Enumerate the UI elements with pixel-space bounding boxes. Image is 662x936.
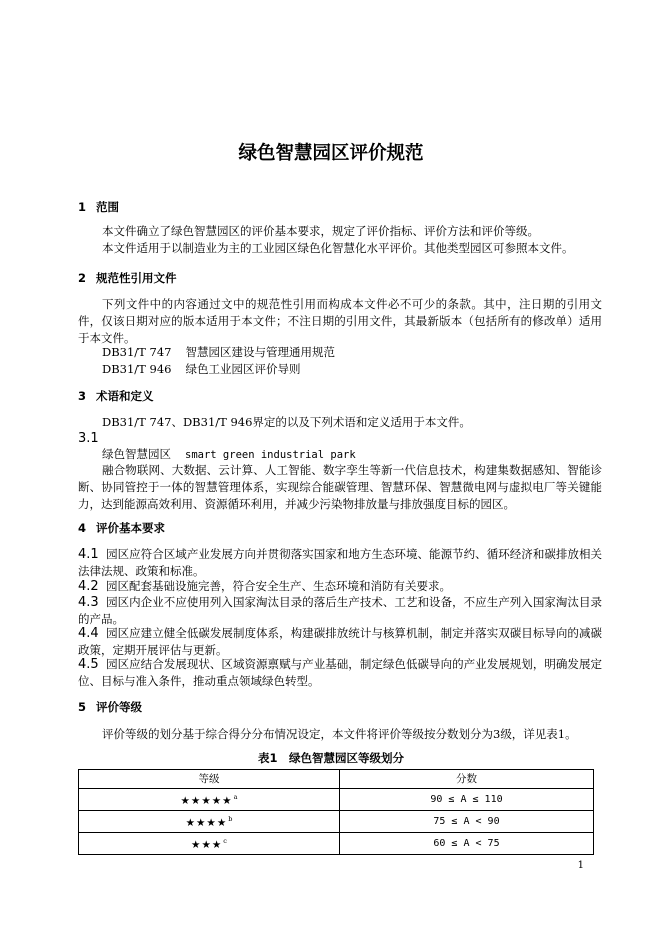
scope-paragraph-2: 本文件适用于以制造业为主的工业园区绿色化智慧化水平评价。其他类型园区可参照本文件。 xyxy=(102,241,574,255)
section-number: 3 xyxy=(78,389,87,403)
table-caption: 表1 绿色智慧园区等级划分 xyxy=(257,751,404,765)
table-note-mark: c xyxy=(223,837,227,845)
section-number: 4 xyxy=(78,521,87,535)
score-cell: 60 ≤ A < 75 xyxy=(340,833,594,855)
table-header-cell: 等级 xyxy=(79,770,340,789)
section-heading-requirements xyxy=(78,520,165,536)
requirement-clause xyxy=(78,625,602,659)
scope-paragraph-1: 本文件确立了绿色智慧园区的评价基本要求，规定了评价指标、评价方法和评价等级。 xyxy=(102,224,539,238)
grade-cell xyxy=(79,811,340,833)
table-row xyxy=(79,833,594,855)
section-title: 评价等级 xyxy=(96,700,142,714)
clause-text: 园区应符合区域产业发展方向并贯彻落实国家和地方生态环境、能源节约、循环经济和碳排放相关法律法规、政策和标准。 xyxy=(78,547,603,578)
table-row xyxy=(79,789,594,811)
requirement-clause xyxy=(78,578,602,595)
table-header-cell: 分数 xyxy=(340,770,594,789)
reference-item xyxy=(102,361,300,378)
reference-item xyxy=(102,344,335,361)
section-heading-scope xyxy=(78,199,119,215)
clause-number: 4.4 xyxy=(78,626,99,641)
clause-number: 4.2 xyxy=(78,579,99,594)
clause-text: 园区应结合发展现状、区域资源禀赋与产业基础，制定绿色低碳导向的产业发展规划，明确发展定位、目标与准入条件，推动重点领域绿色转型。 xyxy=(78,657,603,688)
reference-name: 绿色工业园区评价导则 xyxy=(185,362,301,376)
table-note-mark: a xyxy=(233,793,238,801)
terms-paragraph: DB31/T 747、DB31/T 946界定的以及下列术语和定义适用于本文件。 xyxy=(102,415,471,429)
star-rating: ★★★★★ xyxy=(180,795,233,807)
grade-cell xyxy=(79,789,340,811)
clause-text: 园区应建立健全低碳发展制度体系，构建碳排放统计与核算机制，制定并落实双碳目标导向的减碳政策，定期开展评估与更新。 xyxy=(78,626,603,657)
section-heading-references xyxy=(78,270,177,286)
section-title: 评价基本要求 xyxy=(96,521,165,535)
clause-number: 4.3 xyxy=(78,595,99,610)
star-rating: ★★★★ xyxy=(185,817,228,829)
section-number: 5 xyxy=(78,700,87,714)
clause-text: 园区配套基础设施完善，符合安全生产、生态环境和消防有关要求。 xyxy=(106,579,451,593)
term-name xyxy=(102,446,356,463)
term-name-en: smart green industrial park xyxy=(185,449,356,461)
section-title: 范围 xyxy=(96,200,119,214)
requirement-clause xyxy=(78,594,602,628)
score-cell: 75 ≤ A < 90 xyxy=(340,811,594,833)
term-name-cn: 绿色智慧园区 xyxy=(102,447,171,461)
table-row xyxy=(79,811,594,833)
section-title: 术语和定义 xyxy=(96,389,154,403)
page-number: 1 xyxy=(577,860,584,871)
term-definition: 融合物联网、大数据、云计算、人工智能、数字孪生等新一代信息技术，构建集数据感知、智能诊断、协同管控于一体的智慧管理体系，实现综合能碳管理、智慧环保、智慧微电网与虚拟电厂等关键能力，达到能源高效利用、资源循环利用，并减少污染物排放量与排放强度目标的园区。 xyxy=(78,463,602,511)
reference-name: 智慧园区建设与管理通用规范 xyxy=(185,345,335,359)
requirement-clause xyxy=(78,656,602,690)
table-header-row xyxy=(79,770,594,789)
section-title: 规范性引用文件 xyxy=(96,271,177,285)
clause-number: 4.5 xyxy=(78,657,99,672)
score-cell: 90 ≤ A ≤ 110 xyxy=(340,789,594,811)
section-heading-terms xyxy=(78,388,154,404)
reference-code: DB31/T 946 xyxy=(102,362,172,376)
grade-table xyxy=(78,769,594,855)
clause-number: 4.1 xyxy=(78,547,99,562)
requirement-clause xyxy=(78,546,602,580)
grade-cell xyxy=(79,833,340,855)
star-rating: ★★★ xyxy=(191,839,223,851)
page-title: 绿色智慧园区评价规范 xyxy=(238,143,424,164)
term-number: 3.1 xyxy=(78,431,99,446)
section-number: 1 xyxy=(78,200,87,214)
reference-code: DB31/T 747 xyxy=(102,345,172,359)
grades-paragraph: 评价等级的划分基于综合得分分布情况设定，本文件将评价等级按分数划分为3级，详见表1。 xyxy=(102,727,577,741)
references-paragraph: 下列文件中的内容通过文中的规范性引用而构成本文件必不可少的条款。其中，注日期的引用文件，仅该日期对应的版本适用于本文件；不注日期的引用文件，其最新版本（包括所有的修改单）适用于本文件。 xyxy=(78,297,602,345)
clause-text: 园区内企业不应使用列入国家淘汰目录的落后生产技术、工艺和设备，不应生产列入国家淘汰目录的产品。 xyxy=(78,595,603,626)
section-number: 2 xyxy=(78,271,87,285)
section-heading-grades xyxy=(78,699,142,715)
table-note-mark: b xyxy=(228,815,233,823)
